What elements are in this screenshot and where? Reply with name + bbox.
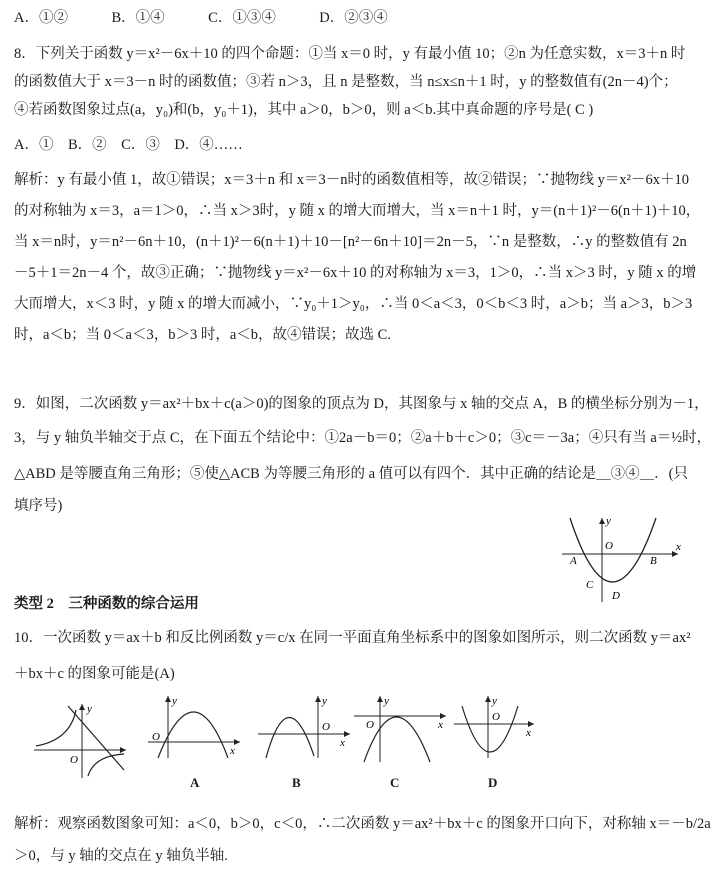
fig10-label-o: O — [70, 754, 78, 766]
option-c-label: C — [390, 775, 400, 790]
fig9-label-x: x — [676, 541, 681, 553]
explanation-8-line-4: －5＋1＝2n－4 个，故③正确；∵抛物线 y＝x²－6x＋10 的对称轴为 x＝3，1＞0，∴当 x＞3 时，y 随 x 的增 — [14, 265, 697, 281]
question-10-linear-reciprocal-figure — [32, 700, 128, 780]
question-8-line-2: 的函数值大于 x＝3－n 时的函数值；③若 n＞3，且 n 是整数，当 n≤x≤n＋1 时，y 的整数值有(2n－4)个； — [14, 74, 678, 90]
option-a-label-o: O — [152, 731, 160, 743]
option-c-label-y: y — [384, 695, 389, 707]
fig9-label-c: C — [586, 579, 594, 591]
fig9-label-d: D — [612, 590, 620, 602]
explanation-8-line-3: 当 x＝n时，y＝n²－6n＋10，(n＋1)²－6(n＋1)＋10－[n²－6n＋10]＝2n－5，∵n 是整数，∴y 的整数值有 2n — [14, 234, 687, 250]
option-d-label-o: O — [492, 711, 500, 723]
question-9-line-3: △ABD 是等腰直角三角形；⑤使△ACB 为等腰三角形的 a 值可以有四个．其中正确的结论是＿③④＿．(只 — [14, 466, 688, 482]
section-heading-type-2: 类型 2 三种函数的综合运用 — [14, 596, 199, 612]
option-b-label: B — [292, 775, 301, 790]
option-b-label-x: x — [340, 737, 345, 749]
option-a-label-x: x — [230, 745, 235, 757]
answer-choices-8: A．① B．② C．③ D．④…… — [14, 137, 243, 153]
answer-choices-7: A．①② B．①④ C．①③④ D．②③④ — [14, 10, 388, 26]
question-8-line-3: ④若函数图象过点(a，y₀)和(b，y₀＋1)，其中 a＞0，b＞0，则 a＜b.其中真命题的序号是( C ) — [14, 102, 594, 118]
explanation-10-line-1: 解析：观察函数图象可知：a＜0，b＞0，c＜0，∴二次函数 y＝ax²＋bx＋c 的图象开口向下，对称轴 x＝－b/2a — [14, 816, 711, 832]
option-d-label: D — [488, 775, 498, 790]
option-c-graph — [352, 694, 448, 764]
question-8-line-1: 8．下列关于函数 y＝x²－6x＋10 的四个命题：①当 x＝0 时，y 有最小值 10；②n 为任意实数，x＝3＋n 时 — [14, 46, 686, 62]
fig9-label-a: A — [570, 555, 577, 567]
fig9-label-o: O — [605, 540, 613, 552]
question-10-line-2: ＋bx＋c 的图象可能是(A) — [14, 666, 175, 682]
question-9-line-1: 9．如图，二次函数 y＝ax²＋bx＋c(a＞0)的图象的顶点为 D，其图象与 x 轴的交点 A，B 的横坐标分别为－1， — [14, 396, 709, 412]
fig10-label-y: y — [87, 703, 92, 715]
fig9-label-b: B — [650, 555, 657, 567]
explanation-10-line-2: ＞0，与 y 轴的交点在 y 轴负半轴. — [14, 848, 228, 864]
option-d-graph — [452, 694, 536, 760]
question-9-parabola-figure — [560, 512, 684, 604]
option-a-label-y: y — [172, 695, 177, 707]
explanation-8-line-5: 大而增大，x＜3 时，y 随 x 的增大而减小，∵y₀＋1＞y₀，∴当 0＜a＜3，0＜b＜3 时，a＞b；当 a＞3，b＞3 — [14, 296, 693, 312]
option-b-graph — [256, 694, 352, 760]
explanation-8-line-2: 的对称轴为 x＝3，a＝1＞0，∴当 x＞3时，y 随 x 的增大而增大，当 x＝n＋1 时，y＝(n＋1)²－6(n＋1)＋10， — [14, 203, 701, 219]
option-d-label-x: x — [526, 727, 531, 739]
question-9-line-2: 3，与 y 轴负半轴交于点 C，在下面五个结论中：①2a－b＝0；②a＋b＋c＞0；③c＝－3a；④只有当 a＝½时， — [14, 430, 712, 446]
option-c-label-o: O — [366, 719, 374, 731]
explanation-8-line-6: 时，a＜b；当 0＜a＜3，b＞3 时，a＜b，故④错误；故选 C. — [14, 327, 391, 343]
option-a-label: A — [190, 775, 200, 790]
question-10-line-1: 10．一次函数 y＝ax＋b 和反比例函数 y＝c/x 在同一平面直角坐标系中的图象如图所示，则二次函数 y＝ax² — [14, 630, 691, 646]
option-c-label-x: x — [438, 719, 443, 731]
fig9-label-y: y — [606, 515, 611, 527]
option-a-graph — [146, 694, 242, 760]
option-b-label-o: O — [322, 721, 330, 733]
option-b-label-y: y — [322, 695, 327, 707]
option-d-label-y: y — [492, 695, 497, 707]
explanation-8-line-1: 解析：y 有最小值 1，故①错误；x＝3＋n 和 x＝3－n时的函数值相等，故②错误；∵抛物线 y＝x²－6x＋10 — [14, 172, 689, 188]
question-9-line-4: 填序号) — [14, 498, 63, 514]
